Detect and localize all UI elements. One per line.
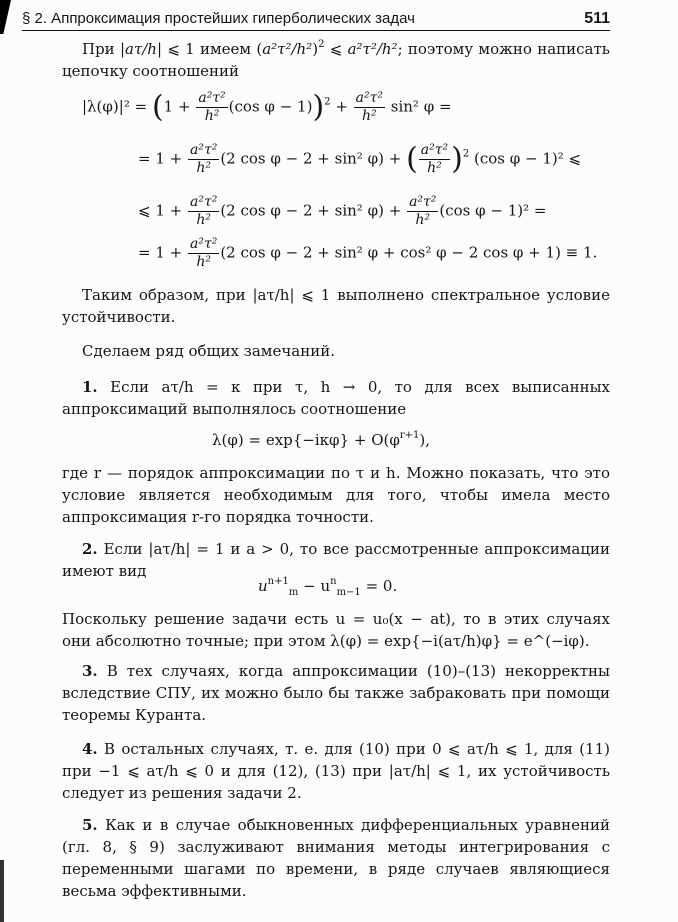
remark-4-number: 4.: [82, 740, 98, 758]
remark-5-text: Как и в случае обыкновенных дифференциальных уравнений (гл. 8, § 9) заслуживают внимания методы интегрирования с переменными шагами по времени, в ряде случаев являющиеся весьма эффективными.: [62, 816, 610, 900]
intro-frac-b: a²τ²/h²: [347, 40, 398, 58]
eq2-paren-close: ): [451, 141, 463, 177]
eq2-fraction: [188, 142, 219, 177]
equation-line-2: [138, 142, 581, 177]
eq3-fraction-2: [407, 194, 438, 229]
frac-denominator: h²: [196, 254, 211, 270]
intro-ratio: aτ/h: [125, 40, 157, 58]
frac-denominator: h²: [362, 108, 377, 124]
u-minus: − u: [298, 577, 331, 595]
remark-2-number: 2.: [82, 540, 98, 558]
intro-text-1: При |: [82, 40, 126, 58]
equation-scheme: [258, 576, 397, 596]
remark-5: [62, 814, 610, 902]
remark-1-text: Если aτ/h = κ при τ, h → 0, то для всех выписанных аппроксимаций выполнялось соотношение: [62, 378, 610, 418]
eq1-fraction: [196, 90, 227, 125]
u-sub: m: [288, 587, 299, 598]
remark-4-text: В остальных случаях, т. е. для (10) при 0 ⩽ aτ/h ⩽ 1, для (11) при −1 ⩽ aτ/h ⩽ 0 и для (12), (13) при |aτ/h| ⩽ 1, их устойчивость следует из решения задачи 2.: [62, 740, 610, 802]
conclusion-paragraph: Таким образом, при |aτ/h| ⩽ 1 выполнено спектральное условие устойчивости.: [62, 286, 610, 326]
remark-1-continued: где r — порядок аппроксимации по τ и h. Можно показать, что это условие является необходимым для того, чтобы имела место аппроксимация r-го порядка точности.: [62, 464, 610, 526]
eq2-term: (2 cos φ − 2 + sin² φ) +: [220, 149, 402, 168]
frac-denominator: h²: [427, 160, 442, 176]
intro-power: 2: [318, 39, 325, 50]
remark-3-text: В тех случаях, когда аппроксимации (10)–(13) некорректны вследствие СПУ, их можно было бы также забраковать при помощи теоремы Куранта.: [62, 662, 610, 724]
eq1-fraction-2: [354, 90, 385, 125]
eq1-cos-term: (cos φ − 1): [228, 97, 313, 116]
header-rule: [22, 30, 610, 31]
u2-sup: n: [330, 576, 337, 587]
eq4-fraction: [188, 236, 219, 271]
remark-5-number: 5.: [82, 816, 98, 834]
intro-frac-a: a²τ²/h²: [262, 40, 313, 58]
eq1-sin-term: sin² φ =: [390, 97, 452, 116]
equation-line-4: [138, 236, 597, 271]
eq1-one-plus: 1 +: [163, 97, 191, 116]
frac-numerator: a²τ²: [190, 194, 218, 210]
equation-line-1: [82, 90, 452, 125]
frac-numerator: a²τ²: [420, 142, 449, 158]
remark-2-text: Если |aτ/h| = 1 и a > 0, то все рассмотренные аппроксимации имеют вид: [62, 540, 610, 580]
eq4-end: (2 cos φ − 2 + sin² φ + cos² φ − 2 cos φ + 1) ≡ 1.: [220, 243, 598, 262]
equation-line-3: [138, 194, 547, 229]
scan-edge-mark-bottom: [0, 860, 4, 922]
eq3-term: (2 cos φ − 2 + sin² φ) +: [220, 201, 402, 220]
eq2-start: = 1 +: [138, 149, 183, 168]
eq3-start: ⩽ 1 +: [138, 201, 183, 220]
remark-4: [62, 738, 610, 804]
frac-denominator: h²: [196, 160, 211, 176]
u2-sub: m−1: [336, 587, 361, 598]
eq1-plus: +: [335, 97, 348, 116]
u-sup: n+1: [267, 576, 289, 587]
lambda-end: ),: [419, 431, 431, 449]
scan-edge-mark: [0, 0, 11, 34]
remark-1-number: 1.: [82, 378, 98, 396]
running-header: [22, 10, 610, 30]
eq2-paren-open: (: [406, 141, 418, 177]
frac-numerator: a²τ²: [190, 236, 218, 252]
intro-paragraph: [62, 38, 610, 82]
eq2-end: (cos φ − 1)² ⩽: [473, 149, 582, 168]
frac-numerator: a²τ²: [355, 90, 383, 106]
frac-denominator: h²: [196, 212, 211, 228]
eq3-fraction: [188, 194, 219, 229]
remark-1: [62, 376, 610, 420]
eq-zero: = 0.: [360, 577, 398, 595]
frac-numerator: a²τ²: [409, 194, 437, 210]
frac-denominator: h²: [415, 212, 431, 228]
frac-numerator: a²τ²: [190, 142, 218, 158]
eq1-square: 2: [324, 96, 331, 108]
u-symbol: u: [258, 577, 268, 595]
remarks-intro: Сделаем ряд общих замечаний.: [82, 342, 335, 360]
remark-2-continued: Поскольку решение задачи есть u = u₀(x − at), то в этих случаях они абсолютно точные; при этом λ(φ) = exp{−i(aτ/h)φ} = e^(−iφ).: [62, 610, 610, 650]
intro-text-3: ): [312, 40, 319, 58]
frac-numerator: a²τ²: [198, 90, 226, 106]
equation-lambda: [212, 430, 430, 450]
eq2-square: 2: [462, 148, 470, 160]
eq1-paren-open: (: [151, 89, 164, 125]
lambda-main: λ(φ) = exp{−iκφ} + O(φ: [212, 431, 400, 449]
remark-3-number: 3.: [82, 662, 98, 680]
eq1-paren-close: ): [312, 89, 325, 125]
frac-denominator: h²: [204, 108, 220, 124]
lambda-power: r+1: [399, 430, 420, 441]
page-number: 511: [584, 10, 610, 27]
intro-text-2: | ⩽ 1 имеем (: [156, 40, 263, 58]
eq1-lhs: |λ(φ)|² =: [82, 97, 148, 116]
intro-text-4: ⩽: [324, 40, 348, 58]
eq2-fraction-2: [419, 142, 450, 177]
eq3-end: (cos φ − 1)² =: [439, 201, 547, 220]
remark-3: [62, 660, 610, 726]
eq4-start: = 1 +: [138, 243, 183, 262]
intro-text-5: ; поэтому можно написать цепочку соотношений: [62, 40, 610, 80]
section-title: § 2. Аппроксимация простейших гиперболических задач: [22, 10, 415, 27]
